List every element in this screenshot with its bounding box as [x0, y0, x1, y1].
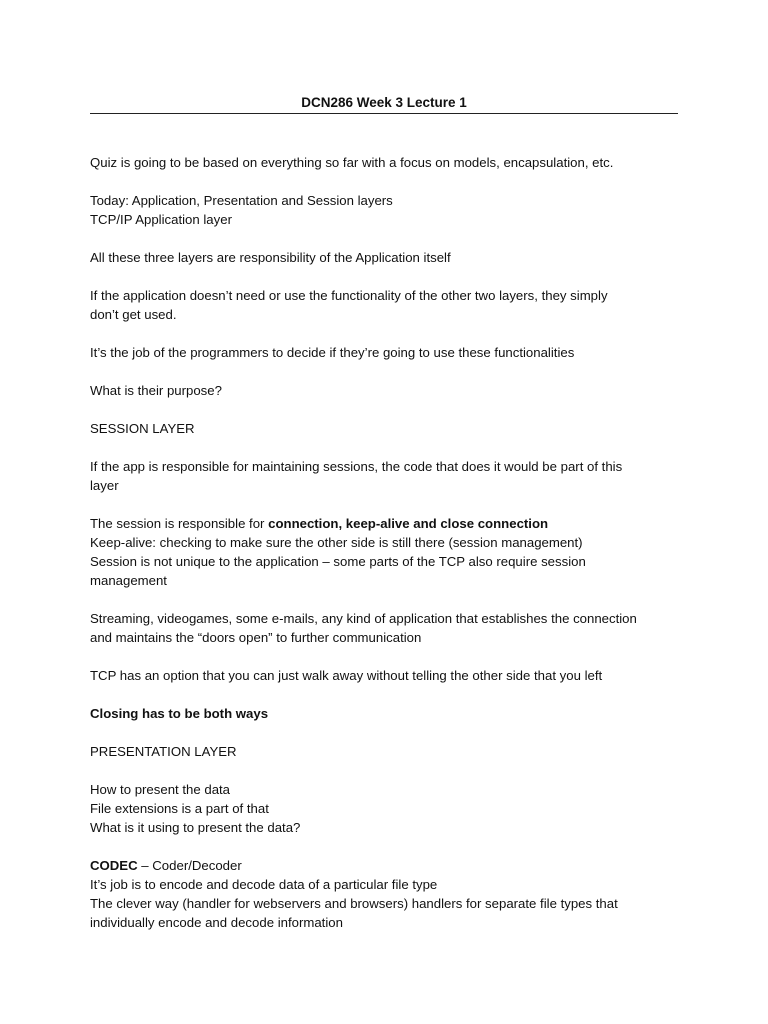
paragraph-functionality-line1: If the application doesn’t need or use the functionality of the other two layers, they simply [90, 288, 608, 303]
paragraph-three-layers [90, 248, 678, 267]
document-title: DCN286 Week 3 Lecture 1 [301, 95, 467, 110]
paragraph-codec-bold: CODEC [90, 858, 138, 873]
paragraph-streaming-line1: Streaming, videogames, some e-mails, any kind of application that establishes the connection [90, 611, 637, 626]
paragraph-quiz [90, 153, 678, 172]
paragraph-session-not-unique-line2: management [90, 573, 167, 588]
paragraph-present-data-line3: What is it using to present the data? [90, 820, 301, 835]
paragraph-today-line2: TCP/IP Application layer [90, 212, 232, 227]
paragraph-session-not-unique-line1: Session is not unique to the application – some parts of the TCP also require session [90, 554, 586, 569]
paragraph-closing-bold: Closing has to be both ways [90, 706, 269, 721]
paragraph-maintaining-sessions-line2: layer [90, 478, 119, 493]
paragraph-maintaining-sessions [90, 457, 678, 495]
paragraph-closing [90, 704, 678, 723]
paragraph-programmers-text: It’s the job of the programmers to decide if they’re going to use these functionalities [90, 345, 575, 360]
paragraph-present-data-line1: How to present the data [90, 782, 231, 797]
paragraph-programmers [90, 343, 678, 362]
paragraph-keep-alive-line: Keep-alive: checking to make sure the other side is still there (session management) [90, 535, 583, 550]
paragraph-codec-line4: individually encode and decode information [90, 915, 343, 930]
paragraph-tcp-option [90, 666, 678, 685]
heading-presentation-layer [90, 742, 678, 761]
paragraph-functionality-line2: don’t get used. [90, 307, 177, 322]
heading-session-layer [90, 419, 678, 438]
paragraph-today [90, 191, 678, 229]
document-body [90, 153, 678, 932]
paragraph-codec-line2: It’s job is to encode and decode data of a particular file type [90, 877, 438, 892]
paragraph-quiz-text: Quiz is going to be based on everything so far with a focus on models, encapsulation, etc. [90, 155, 614, 170]
paragraph-purpose [90, 381, 678, 400]
title-underline [90, 113, 678, 114]
paragraph-maintaining-sessions-line1: If the app is responsible for maintaining sessions, the code that does it would be part of this [90, 459, 623, 474]
paragraph-three-layers-text: All these three layers are responsibility of the Application itself [90, 250, 451, 265]
paragraph-codec-rest: – Coder/Decoder [137, 858, 242, 873]
paragraph-session-responsible-bold: connection, keep-alive and close connection [268, 516, 549, 531]
paragraph-tcp-option-text: TCP has an option that you can just walk away without telling the other side that you left [90, 668, 603, 683]
paragraph-purpose-text: What is their purpose? [90, 383, 222, 398]
paragraph-session-responsible-prefix: The session is responsible for [90, 516, 269, 531]
paragraph-codec [90, 856, 678, 932]
paragraph-codec-line3: The clever way (handler for webservers and browsers) handlers for separate file types that [90, 896, 618, 911]
heading-session-layer-text: SESSION LAYER [90, 421, 195, 436]
paragraph-streaming-line2: and maintains the “doors open” to further communication [90, 630, 422, 645]
paragraph-present-data [90, 780, 678, 837]
paragraph-streaming [90, 609, 678, 647]
heading-presentation-layer-text: PRESENTATION LAYER [90, 744, 237, 759]
paragraph-functionality [90, 286, 678, 324]
paragraph-today-line1: Today: Application, Presentation and Session layers [90, 193, 393, 208]
paragraph-session-responsible [90, 514, 678, 590]
paragraph-present-data-line2: File extensions is a part of that [90, 801, 269, 816]
